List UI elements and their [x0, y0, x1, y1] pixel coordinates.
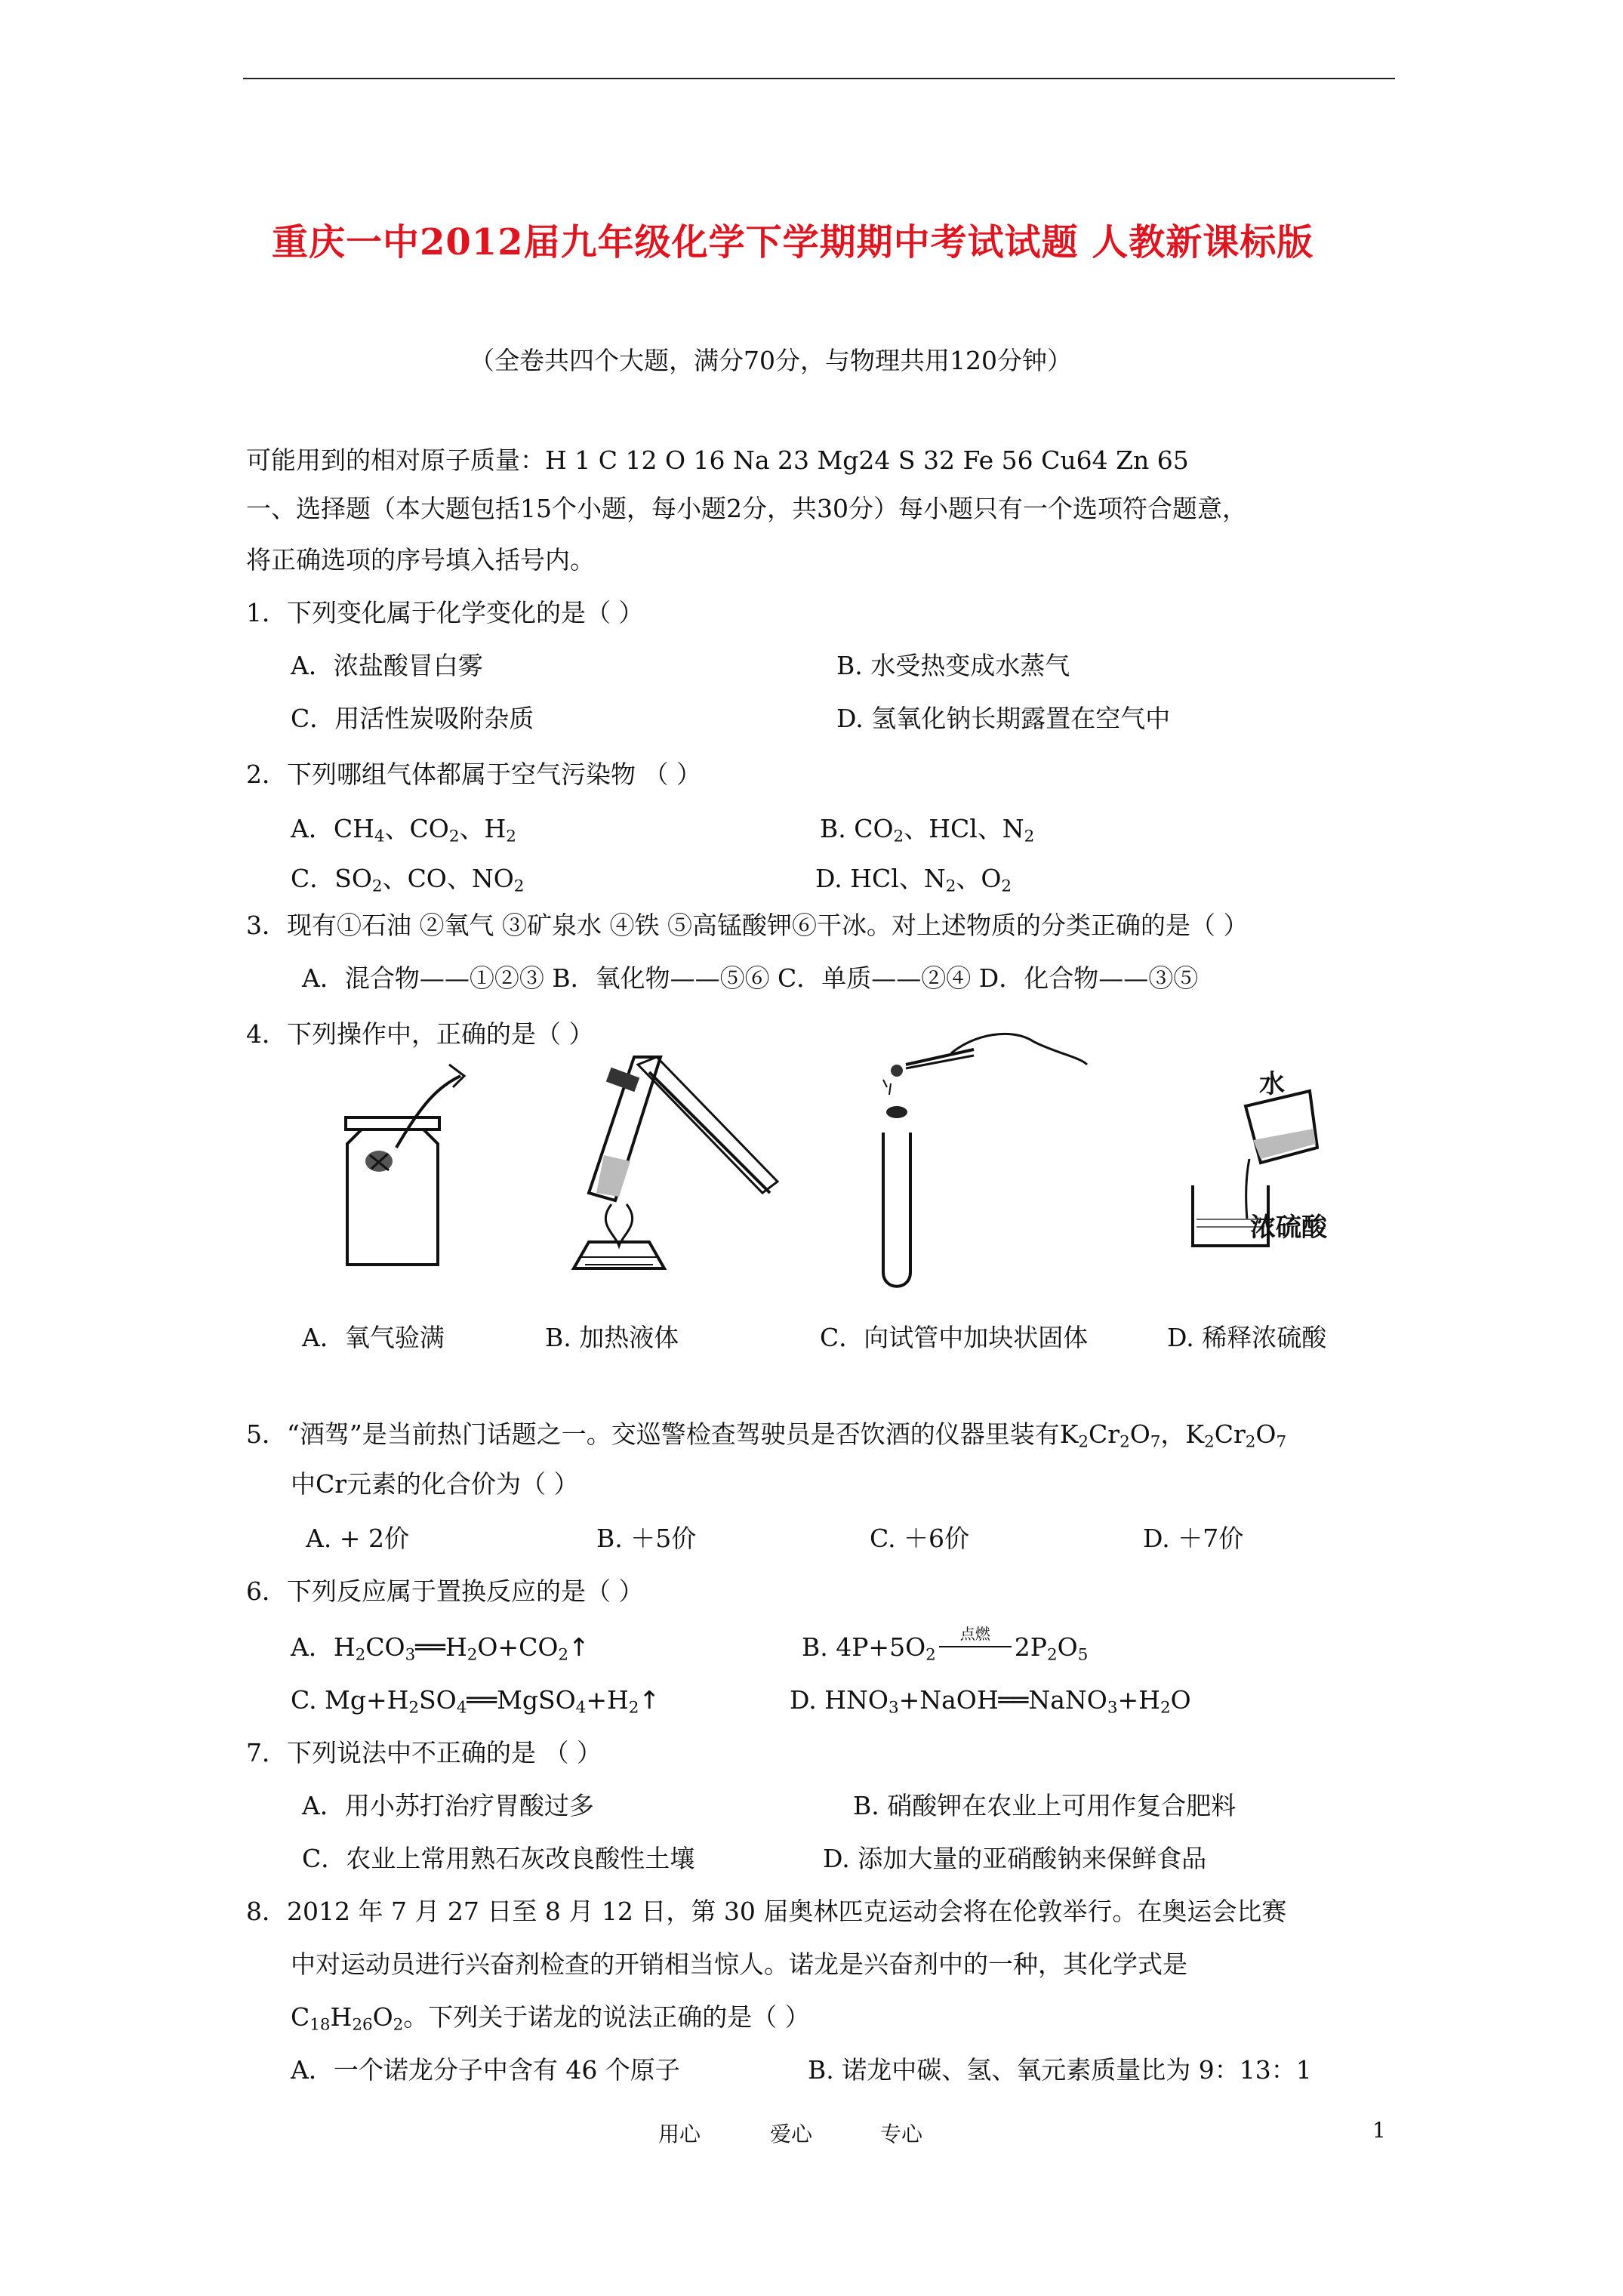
footer-motto-2: 爱心 — [770, 2122, 813, 2147]
q2-option-b: B. $CO_2$、HCl、$N_2$ — [820, 814, 1035, 846]
q5-option-c: C. ＋6价 — [870, 1524, 970, 1553]
figure-label-acid: 浓硫酸 — [1250, 1213, 1327, 1243]
q7-stem: 7．下列说法中不正确的是 （ ） — [246, 1738, 602, 1767]
section1-line2: 将正确选项的序号填入括号内。 — [246, 545, 595, 575]
q4-option-a: A．氧气验满 — [302, 1323, 445, 1352]
footer-motto-3: 专心 — [880, 2122, 923, 2147]
q4-option-d: D. 稀释浓硫酸 — [1167, 1323, 1327, 1352]
q1-option-b: B. 水受热变成水蒸气 — [836, 651, 1070, 680]
q3-stem: 3．现有①石油 ②氧气 ③矿泉水 ④铁 ⑤高锰酸钾⑥干冰。对上述物质的分类正确的是（ ） — [246, 911, 1249, 940]
q7-option-c: C．农业上常用熟石灰改良酸性土壤 — [302, 1844, 695, 1873]
figure-oxygen-test — [325, 1057, 476, 1284]
q7-option-a: A．用小苏打治疗胃酸过多 — [302, 1791, 594, 1820]
q2-stem: 2．下列哪组气体都属于空气污染物 （ ） — [246, 760, 701, 789]
q4-option-c: C．向试管中加块状固体 — [820, 1323, 1089, 1352]
q7-option-b: B. 硝酸钾在农业上可用作复合肥料 — [853, 1791, 1236, 1820]
q2-option-d: D. HCl、$N_2$、$O_2$ — [815, 864, 1012, 896]
q5-line1: 5．“酒驾”是当前热门话题之一。交巡警检查驾驶员是否饮酒的仪器里装有$K_2Cr_2O_7$，$K_2Cr_2O_7$ — [246, 1419, 1287, 1452]
q6-option-b: B. $4P+5O_2$ 点燃 $2P_2O_5$ — [802, 1625, 1089, 1665]
header-rule — [243, 78, 1395, 79]
q4-stem: 4．下列操作中，正确的是（ ） — [246, 1019, 594, 1049]
q4-option-b: B. 加热液体 — [545, 1323, 679, 1352]
figure-add-solid — [861, 1012, 1102, 1299]
footer-motto-1: 用心 — [658, 2122, 701, 2147]
q5-line2: 中Cr元素的化合价为（ ） — [291, 1469, 579, 1499]
q1-stem: 1．下列变化属于化学变化的是（ ） — [246, 598, 644, 627]
page-number: 1 — [1372, 2118, 1386, 2143]
q6-option-a: A．$H_2CO_3══H_2O+CO_2↑$ — [291, 1632, 590, 1665]
q3-options: A．混合物——①②③ B．氧化物——⑤⑥ C．单质——②④ D．化合物——③⑤ — [302, 963, 1199, 993]
q5-option-b: B. ＋5价 — [596, 1524, 697, 1553]
q5-option-d: D. ＋7价 — [1143, 1524, 1244, 1553]
page-title: 重庆一中2012届九年级化学下学期期中考试试题 人教新课标版 — [272, 221, 1314, 264]
q2-option-a: A．$CH_4$、$CO_2$、$H_2$ — [291, 814, 516, 846]
q8-line3: $C_{18}H_{26}O_2$。下列关于诺龙的说法正确的是（ ） — [291, 2002, 810, 2035]
figure-heating-liquid — [544, 1042, 793, 1284]
q6-option-c: C. $Mg+H_2SO_4══MgSO_4+H_2↑$ — [291, 1685, 661, 1718]
q8-line2: 中对运动员进行兴奋剂检查的开销相当惊人。诺龙是兴奋剂中的一种，其化学式是 — [291, 1949, 1187, 1979]
exam-subtitle: （全卷共四个大题，满分70分，与物理共用120分钟） — [470, 346, 1072, 375]
q8-line1: 8．2012 年 7 月 27 日至 8 月 12 日，第 30 届奥林匹克运动会将在伦敦举行。在奥运会比赛 — [246, 1897, 1287, 1926]
q1-option-c: C．用活性炭吸附杂质 — [291, 704, 534, 733]
atomic-mass-line: 可能用到的相对原子质量：H 1 C 12 O 16 Na 23 Mg24 S 32 Fe 56 Cu64 Zn 65 — [246, 445, 1189, 475]
section1-line1: 一、选择题（本大题包括15个小题，每小题2分，共30分）每小题只有一个选项符合题意， — [246, 494, 1247, 523]
figure-label-water: 水 — [1259, 1069, 1285, 1099]
q8-option-a: A．一个诺龙分子中含有 46 个原子 — [291, 2055, 680, 2085]
q1-option-d: D. 氢氧化钠长期露置在空气中 — [836, 704, 1171, 733]
q5-option-a: A. + 2价 — [306, 1524, 409, 1553]
q1-option-a: A．浓盐酸冒白雾 — [291, 651, 483, 680]
q7-option-d: D. 添加大量的亚硝酸钠来保鲜食品 — [823, 1844, 1207, 1873]
q6-stem: 6．下列反应属于置换反应的是（ ） — [246, 1576, 644, 1606]
q8-option-b: B. 诺龙中碳、氢、氧元素质量比为 9：13：1 — [808, 2055, 1312, 2085]
q6-option-d: D. $HNO_3+NaOH══NaNO_3+H_2O$ — [790, 1685, 1191, 1718]
q2-option-c: C．$SO_2$、CO、$NO_2$ — [291, 864, 525, 896]
